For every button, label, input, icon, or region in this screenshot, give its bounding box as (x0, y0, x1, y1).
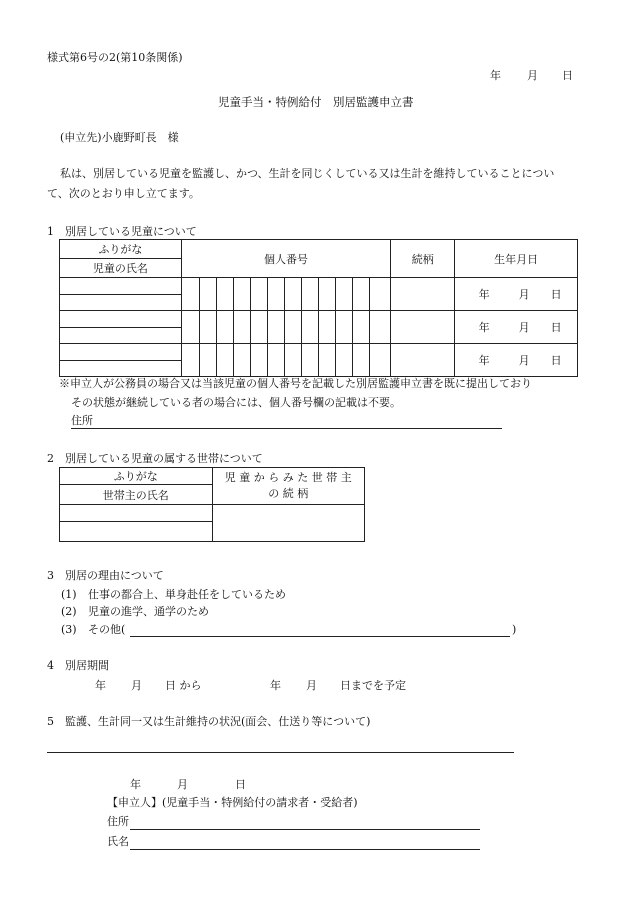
birth-month-label: 月 (518, 288, 530, 301)
applicant-name-field[interactable] (130, 849, 480, 850)
note-line2: その状態が継続している者の場合には、個人番号欄の記載は不要。 (71, 396, 401, 409)
individual-number-field[interactable] (181, 344, 391, 377)
header-date-month: 月 (527, 69, 538, 82)
child-name-field[interactable] (60, 327, 182, 344)
period-from-day: 日 から (165, 679, 202, 692)
declaration-text-line2: て、次のとおり申し立てます。 (47, 187, 200, 200)
birthdate-field[interactable] (455, 311, 578, 344)
header-date-day: 日 (562, 69, 573, 82)
household-relation-header (212, 468, 365, 505)
individual-number-field[interactable] (181, 311, 391, 344)
applicant-address-field[interactable] (130, 829, 480, 830)
relationship-field[interactable] (391, 278, 455, 311)
household-relation-header-line1: 児 童 か ら み た 世 帯 主 (224, 470, 352, 484)
period-until-year: 年 (270, 679, 281, 692)
section1-address-field[interactable] (71, 428, 502, 429)
birthdate-header: 生年月日 (455, 240, 578, 278)
header-date-year: 年 (490, 69, 501, 82)
birth-year-label: 年 (478, 321, 490, 334)
reason2-number: (2) (61, 605, 77, 618)
footer-date-year: 年 (130, 778, 141, 791)
applicant-label: 【申立人】(児童手当・特例給付の請求者・受給者) (107, 796, 358, 809)
child-furigana-field[interactable] (60, 344, 182, 361)
reason3-close-paren: ) (512, 623, 517, 636)
reason1-text: 仕事の都合上、単身赴任をしているため (88, 588, 286, 601)
birth-year-label: 年 (478, 288, 490, 301)
period-until-day: 日までを予定 (340, 679, 406, 692)
child-name-field[interactable] (60, 360, 182, 377)
form-number: 様式第6号の2(第10条関係) (47, 51, 183, 64)
child-name-header: 児童の氏名 (60, 259, 182, 278)
applicant-name-label: 氏名 (107, 835, 129, 848)
household-relation-header-line2: の 続 柄 (268, 487, 309, 500)
period-until-month: 月 (306, 679, 317, 692)
children-table (59, 239, 578, 377)
household-furigana-field[interactable] (60, 505, 213, 522)
relationship-field[interactable] (391, 311, 455, 344)
section1-address-label: 住所 (71, 414, 93, 427)
section3-heading: 3 別居の理由について (47, 569, 164, 582)
period-from-year: 年 (95, 679, 106, 692)
household-head-name-field[interactable] (60, 522, 213, 542)
child-name-field[interactable] (60, 294, 182, 311)
birth-day-label: 日 (550, 288, 562, 301)
section1-heading: 1 別居している児童について (47, 225, 197, 238)
declaration-text-line1: 私は、別居している児童を監護し、かつ、生計を同じくしている又は生計を維持していることについ (60, 167, 555, 180)
reason3-number: (3) (61, 623, 77, 636)
birth-year-label: 年 (478, 354, 490, 367)
child-furigana-field[interactable] (60, 311, 182, 328)
birth-day-label: 日 (550, 321, 562, 334)
individual-number-field[interactable] (181, 278, 391, 311)
birthdate-field[interactable] (455, 344, 578, 377)
note-line1: ※申立人が公務員の場合又は当該児童の個人番号を記載した別居監護申立書を既に提出しており (59, 377, 532, 390)
section2-heading: 2 別居している児童の属する世帯について (47, 452, 263, 465)
relationship-field[interactable] (391, 344, 455, 377)
addressee: (申立先)小鹿野町長 様 (60, 131, 179, 144)
other-reason-field[interactable] (130, 636, 510, 637)
individual-number-header: 個人番号 (181, 240, 391, 278)
care-status-field[interactable] (47, 752, 514, 753)
furigana-header: ふりがな (60, 240, 182, 259)
section4-heading: 4 別居期間 (47, 659, 109, 672)
birth-month-label: 月 (518, 321, 530, 334)
section5-heading: 5 監護、生計同一又は生計維持の状況(面会、仕送り等について) (47, 715, 371, 728)
household-relation-field[interactable] (212, 505, 365, 542)
child-furigana-field[interactable] (60, 278, 182, 295)
birthdate-field[interactable] (455, 278, 578, 311)
household-table (59, 467, 365, 542)
reason2-text: 児童の進学、通学のため (88, 605, 209, 618)
reason3-text: その他( (88, 623, 126, 636)
relationship-header: 続柄 (391, 240, 455, 278)
birth-day-label: 日 (550, 354, 562, 367)
document-title: 児童手当・特例給付 別居監護申立書 (218, 95, 414, 109)
household-head-name-header: 世帯主の氏名 (60, 485, 213, 505)
applicant-address-label: 住所 (107, 815, 129, 828)
reason1-number: (1) (61, 588, 77, 601)
birth-month-label: 月 (518, 354, 530, 367)
household-furigana-header: ふりがな (60, 468, 213, 485)
period-from-month: 月 (131, 679, 142, 692)
footer-date-month: 月 (177, 778, 188, 791)
footer-date-day: 日 (235, 778, 246, 791)
